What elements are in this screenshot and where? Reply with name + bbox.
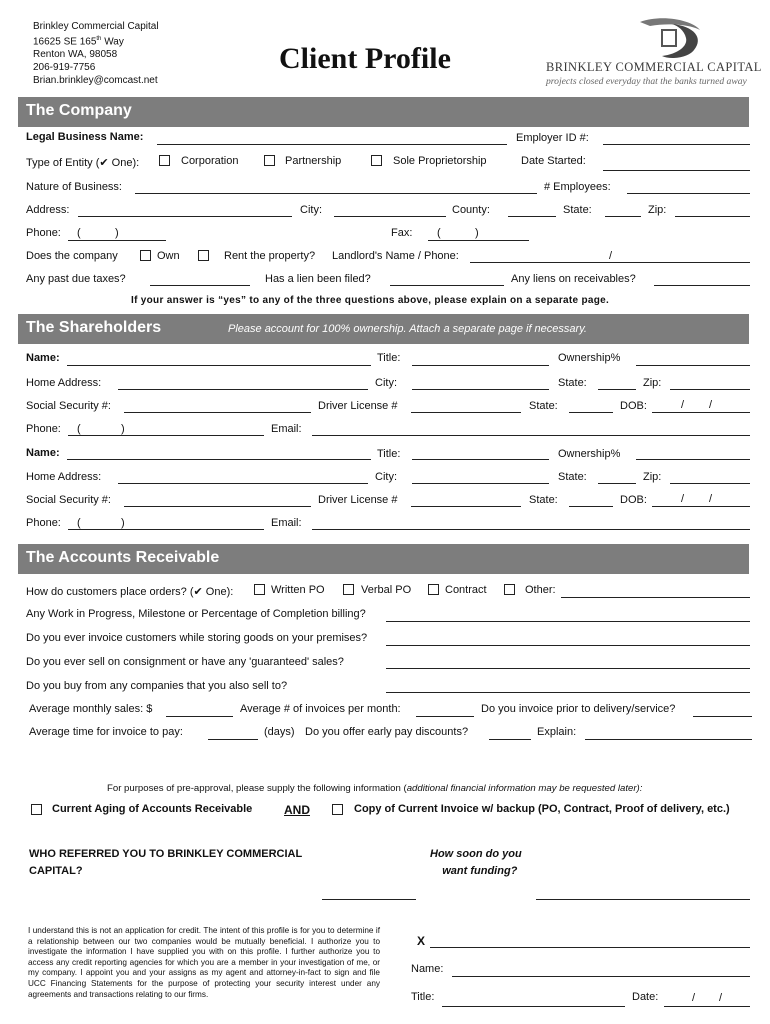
avg-sales-label: Average monthly sales: $ [29,703,153,715]
rent-checkbox[interactable] [198,250,209,261]
shareholder2-phone-label: Phone: [26,517,61,529]
shareholder2-phone-paren-close: ) [121,517,125,529]
consignment-label: Do you ever sell on consignment or have any 'guaranteed' sales? [26,656,344,668]
aging-label: Current Aging of Accounts Receivable [52,803,253,815]
date-slash-2: / [719,992,723,1004]
shareholder2-zip-field[interactable] [670,483,750,484]
liens-receivables-label: Any liens on receivables? [511,273,636,285]
signer-title-label: Title: [411,991,435,1003]
sole-proprietorship-label: Sole Proprietorship [393,155,487,167]
fax-paren-close: ) [475,227,479,239]
invoice-prior-label: Do you invoice prior to delivery/service? [481,703,676,715]
and-label: AND [284,803,310,817]
city-label: City: [300,204,322,216]
date-label: Date: [632,991,659,1003]
corporation-label: Corporation [181,155,239,167]
explain-field[interactable] [585,739,752,740]
county-label: County: [452,204,490,216]
county-field[interactable] [508,216,556,217]
lien-field[interactable] [390,285,504,286]
shareholder1-phone-label: Phone: [26,423,61,435]
shareholder2-dob-slash-2: / [709,493,713,505]
shareholder2-title-label: Title: [377,448,401,460]
signature-field[interactable] [430,947,750,948]
entity-check-icon: ✔ [99,157,109,169]
past-due-taxes-label: Any past due taxes? [26,273,126,285]
shareholder1-dob-slash-2: / [709,399,713,411]
referral-field[interactable] [322,899,416,900]
own-label: Own [157,250,180,262]
shareholder2-dob-slash-1: / [681,493,685,505]
landlord-field[interactable] [470,262,750,263]
does-company-label: Does the company [26,250,118,262]
state-label: State: [563,204,592,216]
shareholder1-phone-paren-close: ) [121,423,125,435]
logo-tagline: projects closed everyday that the banks turned away [546,76,747,87]
shareholder1-zip-field[interactable] [670,389,750,390]
employees-field[interactable] [627,193,750,194]
wip-label: Any Work in Progress, Milestone or Percentage of Completion billing? [26,608,366,620]
shareholder1-driver-license-field[interactable] [411,412,521,413]
shareholder2-name-field[interactable] [67,459,371,460]
shareholder1-ownership-field[interactable] [636,365,750,366]
shareholder1-email-field[interactable] [312,435,750,436]
shareholder2-email-field[interactable] [312,529,750,530]
shareholders-section-title: The Shareholders [26,319,162,336]
invoice-prior-field[interactable] [693,716,752,717]
zip-field[interactable] [675,216,750,217]
invoice-copy-checkbox[interactable] [332,804,343,815]
shareholder1-dob-slash-1: / [681,399,685,411]
past-due-taxes-field[interactable] [150,285,250,286]
other-checkbox[interactable] [504,584,515,595]
phone-paren-open: ( [77,227,81,239]
shareholder1-state-label: State: [558,377,587,389]
date-started-field[interactable] [603,170,750,171]
company-section-header [18,97,749,127]
receivables-section-header [18,544,749,574]
shareholder1-city-field[interactable] [412,389,549,390]
shareholder2-ssn-field[interactable] [124,506,311,507]
shareholder2-ownership-field[interactable] [636,459,750,460]
shareholder2-title-field[interactable] [412,459,549,460]
explain-label: Explain: [537,726,577,738]
signer-title-field[interactable] [442,1006,625,1007]
fax-label: Fax: [391,227,413,239]
avg-invoices-label: Average # of invoices per month: [240,703,401,715]
signer-name-label: Name: [411,963,444,975]
landlord-slash: / [609,250,613,262]
shareholder2-ownership-label: Ownership% [558,448,621,460]
legal-name-label: Legal Business Name: [26,131,144,143]
shareholder2-state2-field[interactable] [569,506,613,507]
shareholders-section-subtitle: Please account for 100% ownership. Attach a separate page if necessary. [228,323,587,335]
contract-checkbox[interactable] [428,584,439,595]
nature-of-business-label: Nature of Business: [26,181,122,193]
phone-paren-close: ) [115,227,119,239]
shareholder1-zip-label: Zip: [643,377,662,389]
date-started-label: Date Started: [521,155,586,167]
address-line-phone: 206-919-7756 [33,62,96,74]
shareholder1-ssn-label: Social Security #: [26,400,111,412]
logo-mark-icon [632,16,712,60]
verbal-po-checkbox[interactable] [343,584,354,595]
referral-question: WHO REFERRED YOU TO BRINKLEY COMMERCIAL CAPITAL? [29,848,303,877]
sole-proprietorship-checkbox[interactable] [371,155,382,166]
partnership-checkbox[interactable] [264,155,275,166]
shareholder2-ssn-label: Social Security #: [26,494,111,506]
preapproval-text: For purposes of pre-approval, please supply the following information (additional financial information may be requested later): [107,783,643,794]
shareholder2-zip-label: Zip: [643,471,662,483]
address-label: Address: [26,204,70,216]
company-section-title: The Company [26,102,132,119]
legal-name-field[interactable] [157,144,507,145]
aging-checkbox[interactable] [31,804,42,815]
shareholder1-driver-license-label: Driver License # [318,400,398,412]
shareholder1-title-label: Title: [377,352,401,364]
shareholder1-email-label: Email: [271,423,302,435]
shareholder1-name-field[interactable] [67,365,371,366]
phone-field[interactable] [68,240,166,241]
fax-paren-open: ( [437,227,441,239]
buy-sell-label: Do you buy from any companies that you also sell to? [26,680,288,692]
fax-field[interactable] [428,240,529,241]
verbal-po-label: Verbal PO [361,584,412,596]
shareholder1-home-address-label: Home Address: [26,377,102,389]
other-label: Other: [525,584,556,596]
shareholder1-state2-field[interactable] [569,412,613,413]
shareholder1-title-field[interactable] [412,365,549,366]
rent-label: Rent the property? [224,250,316,262]
shareholder2-driver-license-field[interactable] [411,506,521,507]
logo-name: BRINKLEY COMMERCIAL CAPITAL [546,60,762,74]
liens-receivables-field[interactable] [654,285,750,286]
avg-time-label: Average time for invoice to pay: [29,726,183,738]
shareholder1-state-field[interactable] [598,389,636,390]
phone-label: Phone: [26,227,61,239]
shareholder1-name-label: Name: [26,352,60,364]
address-field[interactable] [78,216,292,217]
early-pay-label: Do you offer early pay discounts? [305,726,469,738]
shareholder1-phone-paren-open: ( [77,423,81,435]
shareholder1-phone-field[interactable] [68,435,264,436]
contract-label: Contract [445,584,487,596]
avg-time-field[interactable] [208,739,258,740]
wip-field[interactable] [386,621,750,622]
shareholder2-city-field[interactable] [412,483,549,484]
company-note: If your answer is “yes” to any of the three questions above, please explain on a separate page. [131,295,610,306]
place-orders-check-icon: ✔ [193,586,203,598]
early-pay-field[interactable] [489,739,531,740]
shareholder2-state-label: State: [558,471,587,483]
employer-id-label: Employer ID #: [516,132,589,144]
shareholder2-state-field[interactable] [598,483,636,484]
shareholder1-state2-label: State: [529,400,558,412]
company-address-block [33,20,159,87]
own-checkbox[interactable] [140,250,151,261]
shareholder2-home-address-field[interactable] [118,483,368,484]
written-po-label: Written PO [271,584,325,596]
shareholder2-phone-paren-open: ( [77,517,81,529]
address-line-street: 16625 SE 165th Way [33,36,124,48]
page-title: Client Profile [279,42,451,75]
shareholder2-dob-label: DOB: [620,494,647,506]
funding-timing-field[interactable] [536,899,750,900]
company-logo [540,16,760,88]
city-field[interactable] [334,216,446,217]
shareholder2-driver-license-label: Driver License # [318,494,398,506]
invoice-storing-field[interactable] [386,645,750,646]
avg-invoices-field[interactable] [416,716,474,717]
consignment-field[interactable] [386,668,750,669]
nature-of-business-field[interactable] [135,193,537,194]
entity-type-label: Type of Entity (✔ One): [26,157,140,169]
receivables-section-title: The Accounts Receivable [26,549,220,566]
signer-name-field[interactable] [452,976,750,977]
address-line-name: Brinkley Commercial Capital [33,21,159,32]
shareholder1-home-address-field[interactable] [118,389,368,390]
date-field[interactable] [664,1006,750,1007]
shareholders-section-header [18,314,749,344]
buy-sell-field[interactable] [386,692,750,693]
date-slash-1: / [692,992,696,1004]
place-orders-label: How do customers place orders? (✔ One): [26,586,234,598]
shareholder1-dob-label: DOB: [620,400,647,412]
funding-timing-question: How soon do you want funding? [430,848,522,877]
shareholder2-state2-label: State: [529,494,558,506]
shareholder1-dob-field[interactable] [652,412,750,413]
shareholder2-dob-field[interactable] [652,506,750,507]
landlord-label: Landlord's Name / Phone: [332,250,459,262]
shareholder1-ssn-field[interactable] [124,412,311,413]
invoice-storing-label: Do you ever invoice customers while storing goods on your premises? [26,632,368,644]
shareholder1-city-label: City: [375,377,397,389]
address-line-email: Brian.brinkley@comcast.net [33,75,158,87]
avg-sales-field[interactable] [166,716,233,717]
signature-x: X [417,934,426,948]
invoice-copy-label: Copy of Current Invoice w/ backup (PO, Contract, Proof of delivery, etc.) [354,803,730,815]
address-line-city: Renton WA, 98058 [33,49,118,61]
credit-disclaimer: I understand this is not an application for credit. The intent of this profile is for you to determine if a relationship between our two companies would be mutually beneficial. I authorize you to investigate the information I have supplied you with on this profile. I further authorize you to access any credit reporting agencies for which you are a member in your investigation of me, or my company. I appoint you and your assigns as my agent and attorney-in-fact to sign and file UCC Financing Statements for the purpose of protecting your security interest under any agreements and transactions relating to our firms. [28,926,380,999]
other-field[interactable] [561,597,750,598]
shareholder2-home-address-label: Home Address: [26,471,102,483]
shareholder2-phone-field[interactable] [68,529,264,530]
employees-label: # Employees: [544,181,611,193]
shareholder2-email-label: Email: [271,517,302,529]
shareholder1-ownership-label: Ownership% [558,352,621,364]
shareholder2-name-label: Name: [26,447,60,459]
partnership-label: Partnership [285,155,342,167]
days-label: (days) [264,726,295,738]
zip-label: Zip: [648,204,667,216]
written-po-checkbox[interactable] [254,584,265,595]
shareholder2-city-label: City: [375,471,397,483]
lien-label: Has a lien been filed? [265,273,371,285]
state-field[interactable] [605,216,641,217]
corporation-checkbox[interactable] [159,155,170,166]
employer-id-field[interactable] [603,144,750,145]
